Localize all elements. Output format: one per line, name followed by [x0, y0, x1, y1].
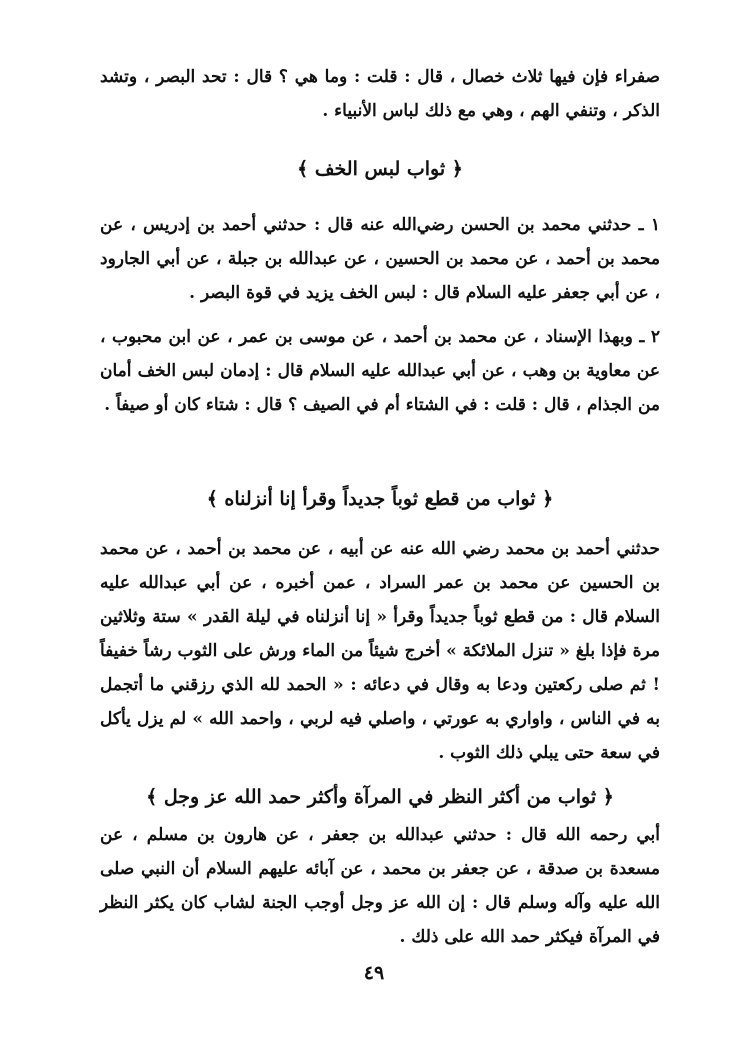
intro-paragraph: صفراء فإن فيها ثلاث خصال ، قال : قلت : وما هي ؟ قال : تحد البصر ، وتشد الذكر ، وتنفي الهم ، وهي مع ذلك لباس الأنبياء . [100, 67, 660, 121]
paragraph-mirror: أبي رحمه الله قال : حدثني عبدالله بن جعفر ، عن هارون بن مسلم ، عن مسعدة بن صدقة ، عن جعفر بن محمد ، عن آبائه عليهم السلام أن النبي صلى الله عليه وآله وسلم قال : إن الله عز وجل أوجب الجنة لشاب كان يكثر النظر في المرآة فيكثر حمد الله على ذلك . [100, 825, 660, 947]
paragraph-new-garment: حدثني أحمد بن محمد رضي الله عنه عن أبيه ، عن محمد بن أحمد ، عن محمد بن الحسين عن محمد بن عمر السراد ، عمن أخبره ، عن أبي عبدالله عليه السلام قال : من قطع ثوباً جديداً وقرأ « إنا أنزلناه في ليلة القدر » ستة وثلاثين مرة فإذا بلغ « تنزل الملائكة » أخرج شيئاً من الماء ورش على الثوب رشاً خفيفاً ! ثم صلى ركعتين ودعا به وقال في دعائه : « الحمد لله الذي رزقني ما أتجمل به في الناس ، واواري به عورتي ، واصلي فيه لربي ، واحمد الله » لم يزل يأكل في سعة حتى يبلي ذلك الثوب . [100, 539, 660, 763]
paragraph-khuff-1: ١ ـ حدثني محمد بن الحسن رضي‌الله عنه قال : حدثني أحمد بن إدريس ، عن محمد بن أحمد ، عن محمد بن الحسين ، عن عبدالله بن جبلة ، عن أبي الجارود ، عن أبي جعفر عليه السلام قال : لبس الخف يزيد في قوة البصر . [100, 215, 660, 303]
page-number: ٤٩ [363, 962, 385, 984]
section-heading-new-garment: ﴿ ثواب من قطع ثوباً جديداً وقرأ إنا أنزلناه ﴾ [206, 488, 554, 510]
paragraph-khuff-2: ٢ ـ وبهذا الإسناد ، عن محمد بن أحمد ، عن موسى بن عمر ، عن ابن محبوب ، عن معاوية بن وهب ، عن أبي عبدالله عليه السلام قال : إدمان لبس الخف أمان من الجذام ، قال : قلت : في الشتاء أم في الصيف ؟ قال : شتاء كان أو صيفاً . [100, 327, 660, 415]
section-heading-mirror: ﴿ ثواب من أكثر النظر في المرآة وأكثر حمد الله عز وجل ﴾ [146, 786, 614, 808]
section-heading-khuff: ﴿ ثواب لبس الخف ﴾ [297, 158, 463, 180]
